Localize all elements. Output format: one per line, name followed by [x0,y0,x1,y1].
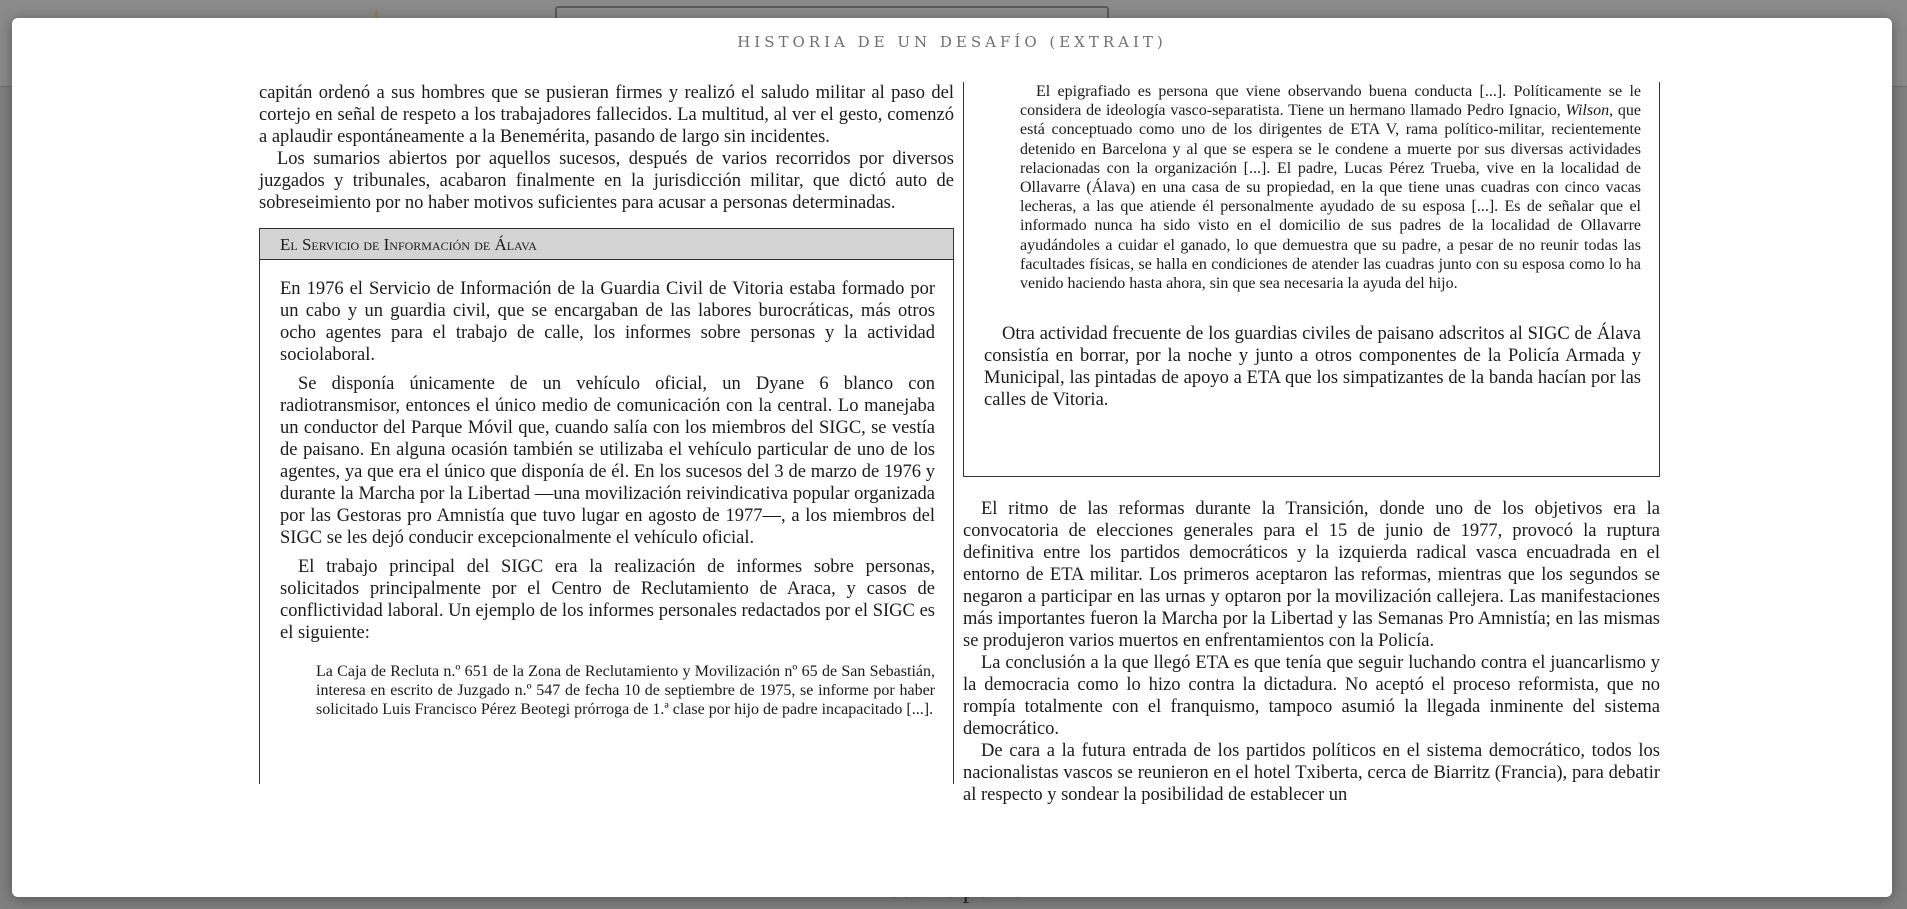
block-quote: La Caja de Recluta n.º 651 de la Zona de Reclutamiento y Movilización nº 65 de San Sebastián, interesa en escrito de Juzgado n.º 547 de fecha 10 de septiembre de 1975, se informe por haber solicitado Luis Francisco Pérez Beotegi prórroga de 1.ª clase por hijo de padre incapacitado [...]. [316,663,935,719]
sidebar-box [259,228,954,784]
modal-title: HISTORIA DE UN DESAFÍO (EXTRAIT) [737,33,1167,51]
paragraph: Los sumarios abiertos por aquellos sucesos, después de varios recorridos por diversos juzgados y tribunales, acabaron finalmente en la jurisdicción militar, que dictó auto de sobreseimiento por no haber motivos suficientes para acusar a personas determinadas. [259,149,954,213]
paragraph: El ritmo de las reformas durante la Transición, donde uno de los objetivos era la convocatoria de elecciones generales para el 15 de junio de 1977, provocó la ruptura definitiva entre los partidos democráticos y la izquierda radical vasca encuadrada en el entorno de ETA militar. Los primeros aceptaron las reformas, mientras que los segundos se negaron a participar en las urnas y optaron por la movilización callejera. Las manifestaciones más importantes fueron la Marcha por la Libertad y las Semanas Pro Amnistía; en las mismas se produjeron varios muertos en enfrentamientos con la Policía. [963,499,1660,651]
paragraph: El trabajo principal del SIGC era la realización de informes sobre personas, solicitados principalmente por el Centro de Reclutamiento de Araca, y casos de conflictividad laboral. Un ejemplo de los informes personales redactados por el SIGC es el siguiente: [280,557,935,643]
paragraph: Se disponía únicamente de un vehículo oficial, un Dyane 6 blanco con radiotransmisor, entonces el único medio de comunicación con la central. Lo manejaba un conductor del Parque Móvil que, cuando salía con los miembros del SIGC, se vestía de paisano. En alguna ocasión también se utilizaba el vehículo particular de uno de los agentes, ya que era el único que disponía de él. En los sucesos del 3 de marzo de 1976 y durante la Marcha por la Libertad —una movilización reivindicativa popular organizada por las Gestoras pro Amnistía que tuvo lugar en agosto de 1977—, a los miembros del SIGC se les dejó conducir excepcionalmente el vehículo oficial. [280,374,935,548]
block-quote: El epigrafiado es persona que viene observando buena conducta [...]. Políticamente se le considera de ideología vasco-separatista. Tiene un hermano llamado Pedro Ignacio, Wilson, que está conceptuado como uno de los dirigentes de ETA V, rama político-militar, recientemente detenido en Barcelona y al que se espera se le condene a muerte por sus diversas actividades relacionadas con la organización [...]. El padre, Lucas Pérez Trueba, vive en la localidad de Ollavarre (Álava) en una casa de su propiedad, en la que tiene unas cuadras con cinco vacas lecheras, a las que atiende él personalmente ayudado de su esposa [...]. Es de señalar que el informado nunca ha sido visto en el domicilio de sus padres de la localidad de Ollavarre ayudándoles a cuidar el ganado, lo que demuestra que su padre, a pesar de no reunir todas las facultades físicas, se halla en condiciones de atender las cuadras junto con su esposa como lo ha venido haciendo hasta ahora, sin que sea necesaria la ayuda del hijo. [1020,83,1641,293]
paragraph: De cara a la futura entrada de los partidos políticos en el sistema democrático, todos los nacionalistas vascos se reunieron en el hotel Txiberta, cerca de Biarritz (Francia), para debatir al respecto y sondear la posibilidad de establecer un [963,741,1660,805]
paragraph: En 1976 el Servicio de Información de la Guardia Civil de Vitoria estaba formado por un cabo y un guardia civil, que se encargaban de las labores burocráticas, más otros ocho agentes para el trabajo de calle, los informes sobre personas y la actividad sociolaboral. [280,279,935,365]
sidebar-box-continued [963,82,1660,477]
paragraph: Otra actividad frecuente de los guardias civiles de paisano adscritos al SIGC de Álava consistía en borrar, por la noche y junto a otros componentes de la Policía Armada y Municipal, las pintadas de apoyo a ETA que los simpatizantes de la banda hacían por las calles de Vitoria. [984,324,1641,411]
paragraph: capitán ordenó a sus hombres que se pusieran firmes y realizó el saludo militar al paso del cortejo en señal de respeto a los trabajadores fallecidos. La multitud, al ver el gesto, comenzó a aplaudir espontáneamente a la Benemérita, pasando de largo sin incidentes. [259,83,954,147]
left-column [259,82,954,784]
right-column [963,82,1660,806]
paragraph: La conclusión a la que llegó ETA es que tenía que seguir luchando contra el juancarlismo y la democracia como lo hizo contra la dictadura. No aceptó el proceso reformista, que no rompía totalmente con el franquismo, tampoco asumió la llegada inminente del sistema democrático. [963,653,1660,739]
sidebar-box-heading: El Servicio de Información de Álava [260,229,953,260]
sidebar-box-body [260,260,953,720]
italic-name: Wilson [1565,102,1610,120]
excerpt-modal [12,18,1892,897]
